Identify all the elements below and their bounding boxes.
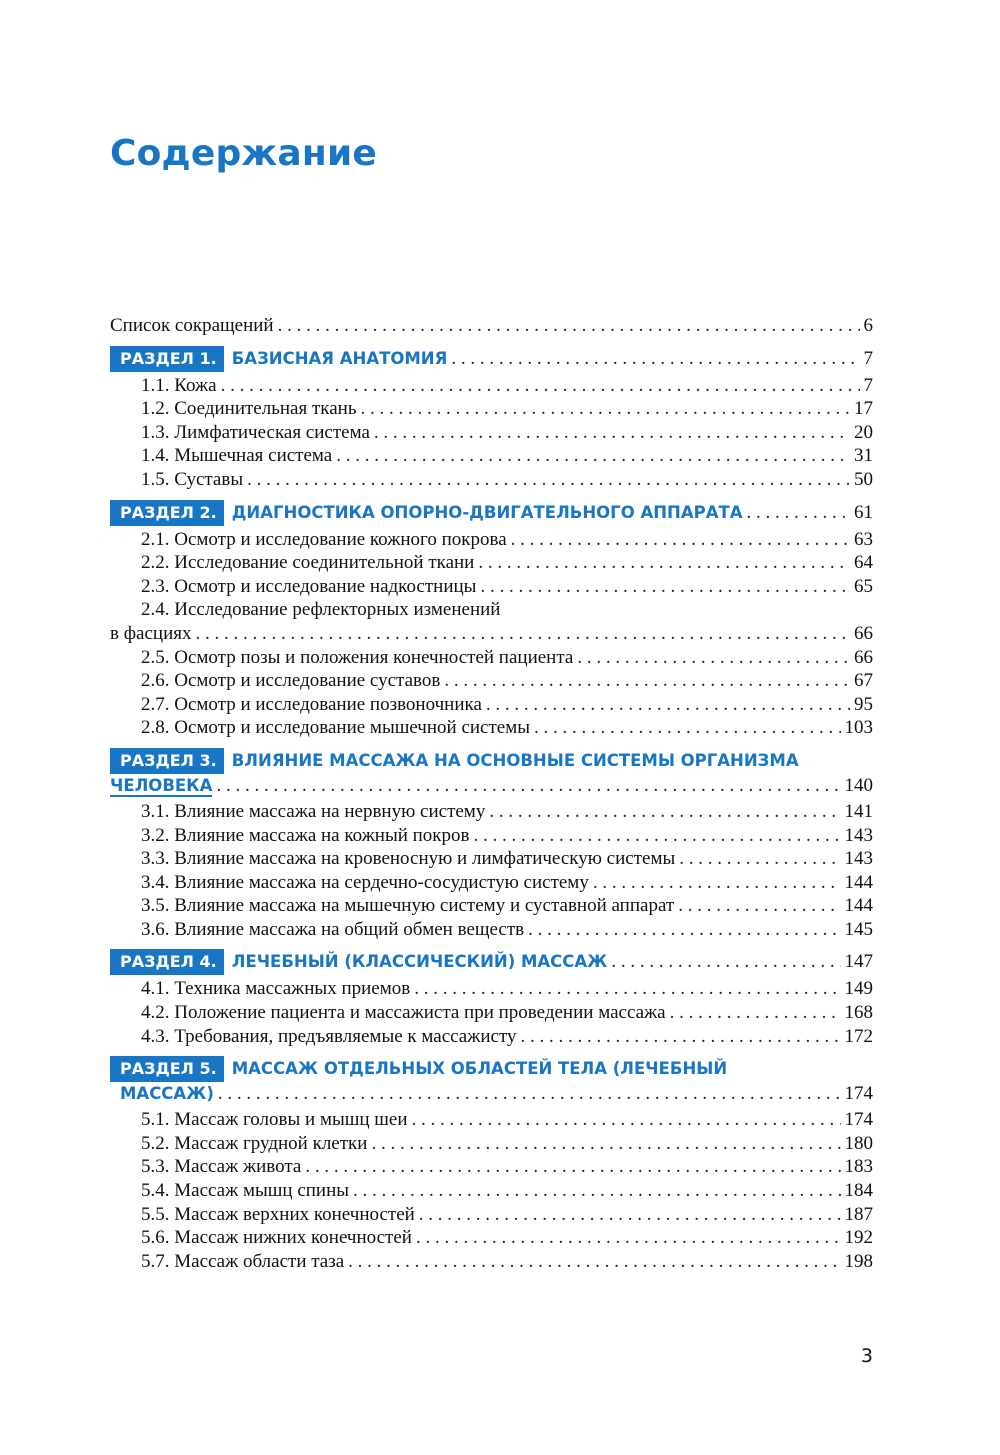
toc-entry-label: 1.5. Суставы [141, 468, 244, 490]
toc-entry-label: 5.6. Массаж нижних конечностей [141, 1227, 412, 1249]
page-title: Содержание [110, 133, 378, 174]
dot-leader [247, 468, 850, 492]
toc-entry[interactable] [110, 1108, 873, 1132]
page-number: 3 [860, 1345, 873, 1367]
dot-leader [374, 421, 850, 445]
toc-entry-label: 2.2. Исследование соединительной ткани [141, 552, 475, 574]
toc-entry-page: 31 [854, 445, 873, 467]
section-badge: РАЗДЕЛ 5. [110, 1056, 224, 1082]
dot-leader [451, 346, 859, 372]
section-page: 147 [844, 951, 873, 973]
section-3 [110, 748, 873, 942]
dot-leader [278, 314, 860, 338]
toc-entry-label: 3.4. Влияние массажа на сердечно-сосудистую систему [141, 871, 589, 893]
toc-entry[interactable] [110, 1250, 873, 1274]
dot-leader [221, 374, 860, 398]
toc-entry-label: 3.1. Влияние массажа на нервную систему [141, 800, 486, 822]
toc-entry-page: 63 [854, 528, 873, 550]
toc-entry-page: 145 [844, 918, 873, 940]
dot-leader [747, 500, 850, 526]
dot-leader [478, 551, 850, 575]
dot-leader [336, 444, 850, 468]
toc-entry[interactable] [110, 1132, 873, 1156]
toc-entry-label: 5.1. Массаж головы и мышц шеи [141, 1109, 408, 1131]
toc-entry-page: 141 [844, 800, 873, 822]
toc-entry[interactable] [110, 800, 873, 824]
dot-leader [412, 1108, 841, 1132]
toc-entry-label: 2.5. Осмотр позы и положения конечностей пациента [141, 646, 574, 668]
toc-entry[interactable] [110, 669, 873, 693]
toc-entry-page: 174 [844, 1109, 873, 1131]
toc-entry[interactable] [110, 646, 873, 670]
toc-entry-page: 143 [844, 848, 873, 870]
toc-entry-page: 149 [844, 978, 873, 1000]
toc-entry-label: 5.2. Массаж грудной клетки [141, 1132, 368, 1154]
toc-entry[interactable] [110, 444, 873, 468]
section-page: 140 [844, 774, 873, 796]
toc-entry-label: 3.2. Влияние массажа на кожный покров [141, 824, 470, 846]
toc-entry-page: 64 [854, 552, 873, 574]
toc-entry[interactable] [110, 374, 873, 398]
toc-entry[interactable] [110, 468, 873, 492]
toc-entry-label: 2.3. Осмотр и исследование надкостницы [141, 575, 477, 597]
section-page: 7 [863, 347, 873, 369]
toc-entry-label: 1.3. Лимфатическая система [141, 421, 370, 443]
dot-leader [511, 528, 850, 552]
dot-leader [489, 800, 840, 824]
toc-entry[interactable] [110, 551, 873, 575]
dot-leader [577, 646, 850, 670]
toc-entry-page: 144 [844, 895, 873, 917]
toc-entry[interactable] [110, 1001, 873, 1025]
section-badge: РАЗДЕЛ 3. [110, 748, 224, 774]
toc-entry-page: 95 [854, 693, 873, 715]
toc-entry[interactable] [110, 1179, 873, 1203]
toc-entry-label: 5.7. Массаж области таза [141, 1250, 345, 1272]
table-of-contents [110, 314, 873, 1273]
toc-entry-page: 183 [844, 1156, 873, 1178]
toc-entry-label: 3.6. Влияние массажа на общий обмен веществ [141, 918, 525, 940]
section-4 [110, 949, 873, 1048]
toc-entry-page: 172 [844, 1025, 873, 1047]
toc-entry[interactable] [110, 847, 873, 871]
toc-entry-label: 1.2. Соединительная ткань [141, 398, 357, 420]
toc-entry-label: 5.5. Массаж верхних конечностей [141, 1203, 415, 1225]
toc-entry-page: 66 [854, 622, 873, 644]
toc-entry-label: 4.2. Положение пациента и массажиста при проведении массажа [141, 1002, 666, 1024]
toc-entry-page: 198 [844, 1250, 873, 1272]
toc-entry-label: 5.3. Массаж живота [141, 1156, 302, 1178]
toc-entry-label: 4.3. Требования, предъявляемые к массажисту [141, 1025, 517, 1047]
toc-entry-page: 6 [863, 315, 873, 336]
section-title-continued: ЧЕЛОВЕКА [110, 774, 212, 798]
section-title: ДИАГНОСТИКА ОПОРНО-ДВИГАТЕЛЬНОГО АППАРАТА [231, 502, 743, 522]
toc-entry[interactable] [110, 894, 873, 918]
toc-entry[interactable] [110, 1155, 873, 1179]
toc-entry-page: 65 [854, 575, 873, 597]
dot-leader [534, 716, 841, 740]
dot-leader [361, 397, 851, 421]
section-badge: РАЗДЕЛ 1. [110, 346, 224, 372]
toc-entry-page: 17 [854, 398, 873, 420]
toc-entry-label: 4.1. Техника массажных приемов [141, 978, 411, 1000]
toc-entry-label: 2.1. Осмотр и исследование кожного покрова [141, 528, 507, 550]
toc-entry[interactable] [110, 918, 873, 942]
toc-entry[interactable] [110, 397, 873, 421]
toc-entry-label: 3.5. Влияние массажа на мышечную систему и суставной аппарат [141, 895, 675, 917]
section-1 [110, 346, 873, 492]
toc-entry-page: 187 [844, 1203, 873, 1225]
section-heading[interactable] [110, 500, 873, 526]
toc-entry[interactable] [110, 421, 873, 445]
section-heading-continued[interactable] [110, 1082, 873, 1106]
dot-leader [678, 894, 840, 918]
toc-entry[interactable] [110, 824, 873, 848]
dot-leader [486, 693, 850, 717]
dot-leader [521, 1025, 841, 1049]
toc-entry-page: 66 [854, 646, 873, 668]
dot-leader [414, 977, 840, 1001]
toc-entry[interactable] [110, 693, 873, 717]
toc-entry-label: 1.4. Мышечная система [141, 445, 333, 467]
dot-leader [679, 847, 840, 871]
dot-leader [353, 1179, 840, 1203]
toc-entry-line1[interactable] [110, 598, 873, 622]
section-heading[interactable] [110, 949, 873, 975]
section-title: МАССАЖ ОТДЕЛЬНЫХ ОБЛАСТЕЙ ТЕЛА (ЛЕЧЕБНЫЙ [231, 1059, 728, 1079]
section-title-continued: МАССАЖ) [120, 1084, 214, 1104]
dot-leader [419, 1203, 841, 1227]
dot-leader [528, 918, 840, 942]
dot-leader [348, 1250, 840, 1274]
section-page: 174 [844, 1083, 873, 1105]
dot-leader [416, 1226, 841, 1250]
toc-entry-page: 192 [844, 1227, 873, 1249]
section-title: ВЛИЯНИЕ МАССАЖА НА ОСНОВНЫЕ СИСТЕМЫ ОРГАНИЗМА [231, 750, 799, 770]
toc-entry-abbreviations[interactable] [110, 314, 873, 338]
toc-entry-page: 7 [863, 374, 873, 396]
dot-leader [444, 669, 850, 693]
toc-entry[interactable] [110, 1203, 873, 1227]
toc-entry-label: 2.7. Осмотр и исследование позвоночника [141, 693, 482, 715]
dot-leader [611, 949, 840, 975]
dot-leader [305, 1155, 840, 1179]
section-2 [110, 500, 873, 740]
section-heading[interactable] [110, 748, 873, 774]
dot-leader [195, 622, 850, 646]
toc-entry[interactable] [110, 716, 873, 740]
section-badge: РАЗДЕЛ 2. [110, 500, 224, 526]
toc-entry[interactable] [110, 528, 873, 552]
toc-entry-label: 1.1. Кожа [141, 374, 217, 396]
toc-entry-label-continued: в фасциях [110, 622, 192, 644]
toc-entry[interactable] [110, 977, 873, 1001]
toc-entry-page: 103 [844, 717, 873, 739]
toc-entry-page: 184 [844, 1180, 873, 1202]
toc-entry-page: 50 [854, 468, 873, 490]
section-heading[interactable] [110, 1056, 873, 1082]
toc-entry-label: 2.6. Осмотр и исследование суставов [141, 670, 441, 692]
section-heading-continued[interactable] [110, 774, 873, 798]
section-5 [110, 1056, 873, 1273]
section-title: ЛЕЧЕБНЫЙ (КЛАССИЧЕСКИЙ) МАССАЖ [231, 952, 608, 972]
toc-entry-label: 5.4. Массаж мышц спины [141, 1180, 350, 1202]
toc-entry-label: 3.3. Влияние массажа на кровеносную и лимфатическую системы [141, 848, 676, 870]
toc-entry[interactable] [110, 575, 873, 599]
toc-entry-page: 180 [844, 1132, 873, 1154]
dot-leader [218, 1082, 841, 1106]
toc-entry[interactable] [110, 1226, 873, 1250]
toc-entry-page: 143 [844, 824, 873, 846]
toc-entry-page: 168 [844, 1002, 873, 1024]
toc-entry-page: 144 [844, 871, 873, 893]
toc-entry[interactable] [110, 871, 873, 895]
toc-entry-label: 2.8. Осмотр и исследование мышечной системы [141, 717, 530, 739]
dot-leader [216, 774, 840, 798]
dot-leader [474, 824, 841, 848]
dot-leader [480, 575, 850, 599]
toc-entry-page: 67 [854, 670, 873, 692]
section-badge: РАЗДЕЛ 4. [110, 949, 224, 975]
toc-entry-label: Список сокращений [110, 315, 274, 336]
toc-entry[interactable] [110, 1025, 873, 1049]
dot-leader [371, 1132, 840, 1156]
toc-entry-page: 20 [854, 421, 873, 443]
dot-leader [593, 871, 841, 895]
toc-entry-line2[interactable] [110, 622, 873, 646]
section-heading[interactable] [110, 346, 873, 372]
section-title: БАЗИСНАЯ АНАТОМИЯ [231, 348, 448, 368]
toc-entry-label: 2.4. Исследование рефлекторных изменений [141, 599, 501, 621]
section-page: 61 [854, 501, 873, 523]
dot-leader [670, 1001, 841, 1025]
